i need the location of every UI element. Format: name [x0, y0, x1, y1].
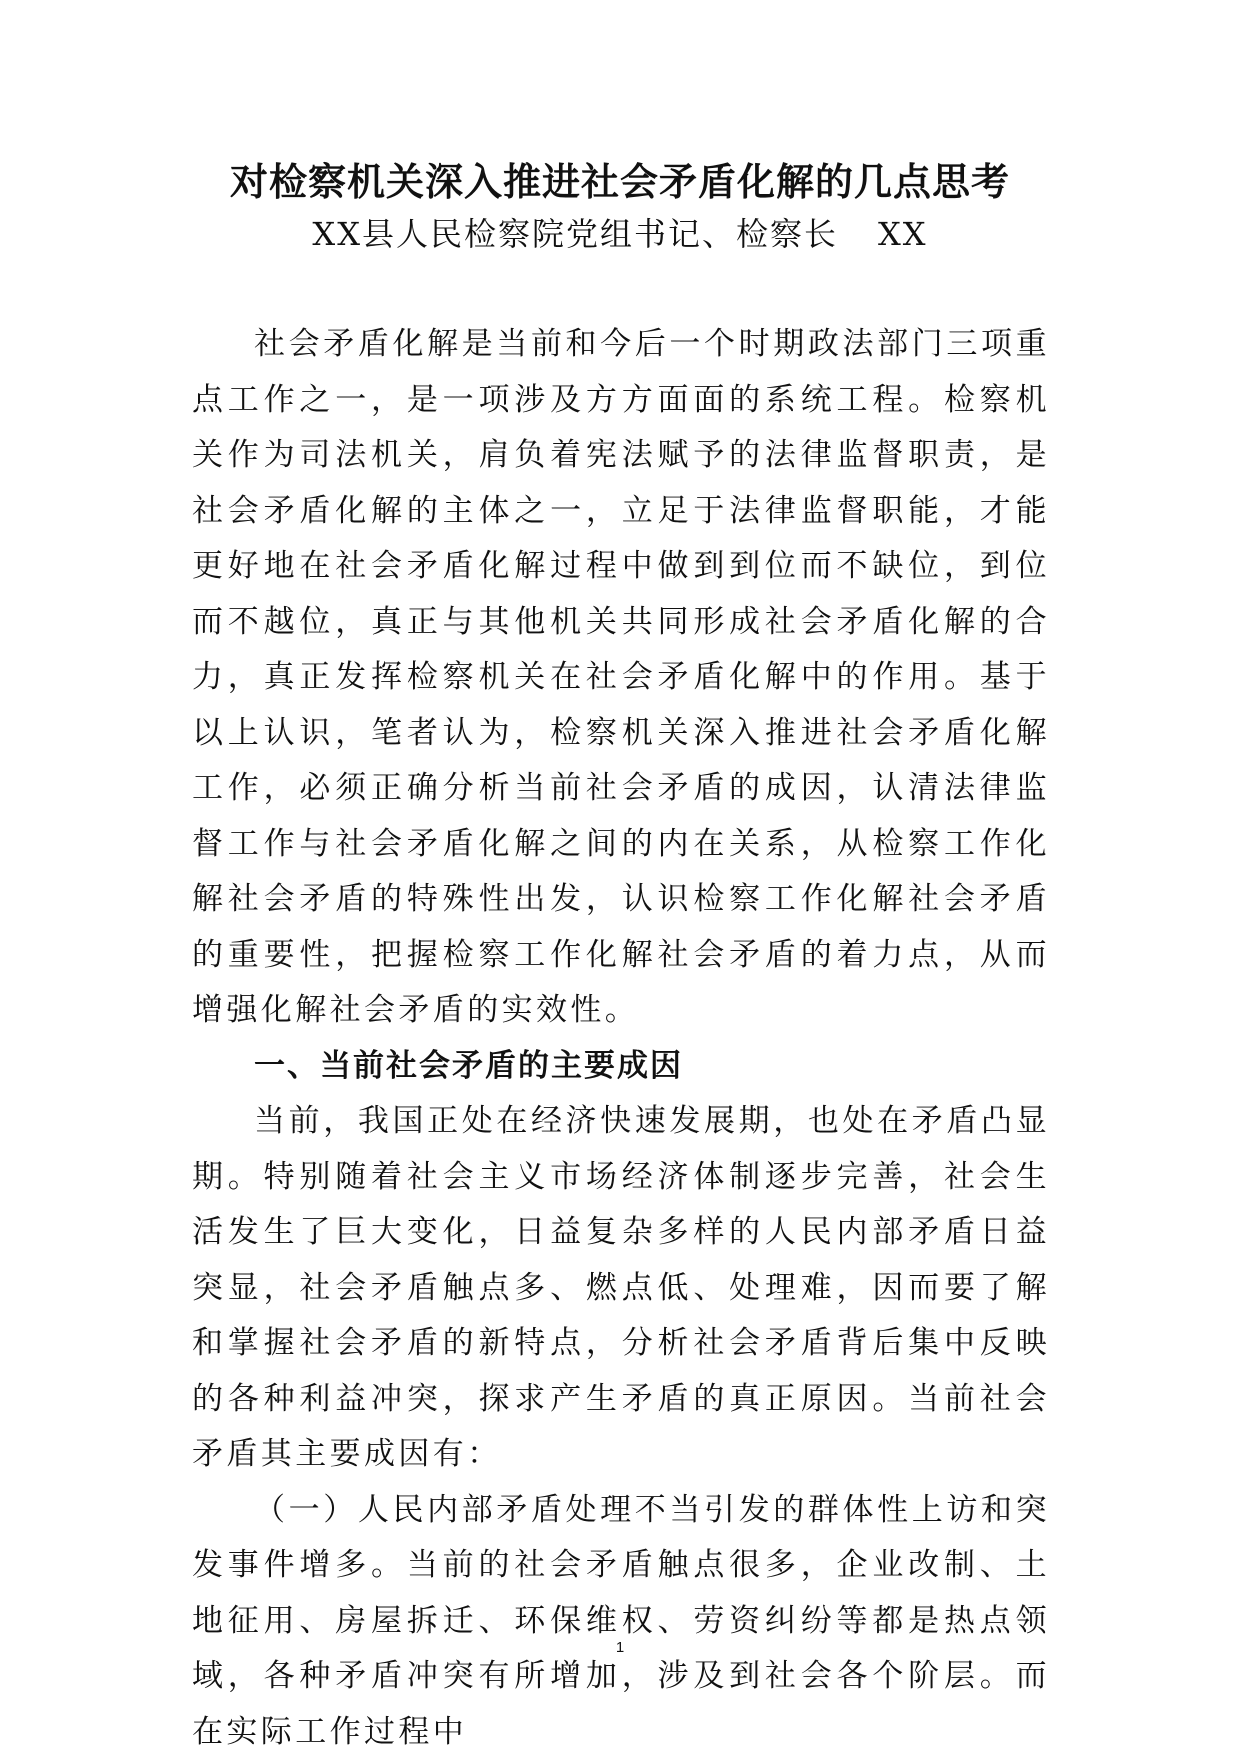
author-organization: XX县人民检察院党组书记、检察长	[312, 215, 838, 253]
document-title: 对检察机关深入推进社会矛盾化解的几点思考	[0, 158, 1240, 206]
intro-paragraph: 社会矛盾化解是当前和今后一个时期政法部门三项重点工作之一，是一项涉及方方面面的系统工程。检察机关作为司法机关，肩负着宪法赋予的法律监督职责，是社会矛盾化解的主体之一，立足于法律监督职能，才能更好地在社会矛盾化解过程中做到到位而不缺位，到位而不越位，真正与其他机关共同形成社会矛盾化解的合力，真正发挥检察机关在社会矛盾化解中的作用。基于以上认识，笔者认为，检察机关深入推进社会矛盾化解工作，必须正确分析当前社会矛盾的成因，认清法律监督工作与社会矛盾化解之间的内在关系，从检察工作化解社会矛盾的特殊性出发，认识检察工作化解社会矛盾的重要性，把握检察工作化解社会矛盾的着力点，从而增强化解社会矛盾的实效性。	[192, 317, 1050, 1039]
author-line	[0, 212, 1240, 256]
section-paragraph: 当前，我国正处在经济快速发展期，也处在矛盾凸显期。特别随着社会主义市场经济体制逐步完善，社会生活发生了巨大变化，日益复杂多样的人民内部矛盾日益突显，社会矛盾触点多、燃点低、处理难，因而要了解和掌握社会矛盾的新特点，分析社会矛盾背后集中反映的各种利益冲突，探求产生矛盾的真正原因。当前社会矛盾其主要成因有：	[192, 1094, 1050, 1483]
page-number: 1	[0, 1638, 1240, 1658]
author-name: XX	[878, 215, 928, 253]
section-paragraph: （一）人民内部矛盾处理不当引发的群体性上访和突发事件增多。当前的社会矛盾触点很多，企业改制、土地征用、房屋拆迁、环保维权、劳资纠纷等都是热点领域，各种矛盾冲突有所增加，涉及到社会各个阶层。而在实际工作过程中	[192, 1483, 1050, 1760]
section-heading: 一、当前社会矛盾的主要成因	[192, 1039, 1050, 1095]
document-body	[192, 317, 1050, 1760]
